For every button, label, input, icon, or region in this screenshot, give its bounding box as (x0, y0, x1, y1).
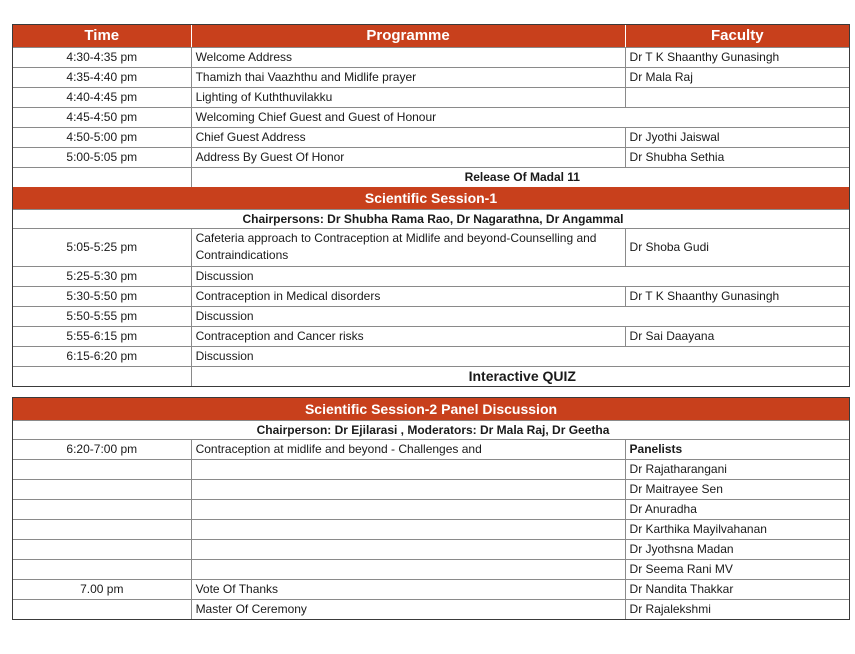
header-faculty: Faculty (625, 25, 849, 47)
programme-cell: Contraception and Cancer risks (191, 327, 625, 346)
programme-cell: Discussion (191, 267, 849, 286)
release-row (13, 167, 849, 187)
table-row (13, 228, 849, 266)
programme-cell: Discussion (191, 307, 849, 326)
programme-cell: Vote Of Thanks (191, 580, 625, 599)
time-cell: 4:50-5:00 pm (66, 130, 138, 144)
time-cell: 4:35-4:40 pm (66, 70, 138, 84)
time-cell: 6:15-6:20 pm (66, 349, 138, 363)
faculty-cell: Dr Shubha Sethia (625, 148, 849, 167)
panelist-row (13, 519, 849, 539)
empty-cell (13, 560, 191, 579)
empty-time-cell (13, 367, 191, 386)
panelist-name: Dr Jyothsna Madan (625, 540, 849, 559)
panelist-name: Dr Anuradha (625, 500, 849, 519)
empty-cell (191, 560, 625, 579)
header-programme: Programme (191, 25, 625, 47)
session-1-title: Scientific Session-1 (13, 187, 849, 209)
programme-table-1 (12, 24, 850, 387)
panelist-row (13, 539, 849, 559)
faculty-cell: Dr T K Shaanthy Gunasingh (625, 287, 849, 306)
time-cell: 5:30-5:50 pm (66, 289, 138, 303)
chairpersons-row (13, 209, 849, 228)
programme-cell: Welcome Address (191, 48, 625, 67)
time-cell: 4:45-4:50 pm (66, 110, 138, 124)
chair-row (13, 420, 849, 439)
empty-cell (191, 460, 625, 479)
programme-cell: Welcoming Chief Guest and Guest of Honour (191, 108, 849, 127)
faculty-cell (625, 88, 849, 107)
empty-cell (191, 540, 625, 559)
faculty-cell: Dr Jyothi Jaiswal (625, 128, 849, 147)
time-cell: 5:05-5:25 pm (66, 240, 138, 254)
faculty-cell: Dr T K Shaanthy Gunasingh (625, 48, 849, 67)
empty-time-cell (13, 168, 191, 187)
panelist-row (13, 479, 849, 499)
programme-cell: Address By Guest Of Honor (191, 148, 625, 167)
table-row (13, 147, 849, 167)
table-row (13, 326, 849, 346)
faculty-cell: Dr Sai Daayana (625, 327, 849, 346)
table-row (13, 306, 849, 326)
table-row (13, 87, 849, 107)
header-row (13, 25, 849, 47)
faculty-cell: Dr Nandita Thakkar (625, 580, 849, 599)
topic-cell: Contraception at midlife and beyond - Challenges and (191, 440, 625, 459)
programme-cell: Thamizh thai Vaazhthu and Midlife prayer (191, 68, 625, 87)
chairpersons-text: Chairpersons: Dr Shubha Rama Rao, Dr Nagarathna, Dr Angammal (242, 212, 624, 226)
quiz-row (13, 366, 849, 386)
time-cell: 5:00-5:05 pm (66, 150, 138, 164)
panelist-name: Dr Seema Rani MV (625, 560, 849, 579)
table-row (13, 579, 849, 599)
empty-cell (13, 480, 191, 499)
time-cell: 7.00 pm (80, 582, 124, 596)
chair-text: Chairperson: Dr Ejilarasi , Moderators: Dr Mala Raj, Dr Geetha (256, 423, 610, 437)
table-row (13, 346, 849, 366)
empty-cell (13, 520, 191, 539)
session-2-title: Scientific Session-2 Panel Discussion (13, 398, 849, 420)
programme-table-2 (12, 397, 850, 620)
time-cell (13, 600, 191, 619)
panelist-row (13, 459, 849, 479)
panelist-row (13, 559, 849, 579)
empty-cell (13, 540, 191, 559)
table-row (13, 599, 849, 619)
programme-cell: Discussion (191, 347, 849, 366)
panelist-name: Dr Maitrayee Sen (625, 480, 849, 499)
table-row (13, 47, 849, 67)
time-cell: 5:55-6:15 pm (66, 329, 138, 343)
faculty-cell: Dr Rajalekshmi (625, 600, 849, 619)
time-cell: 4:30-4:35 pm (66, 50, 138, 64)
time-cell: 5:50-5:55 pm (66, 309, 138, 323)
table-row (13, 107, 849, 127)
table-row (13, 439, 849, 459)
release-text: Release Of Madal 11 (191, 168, 849, 187)
quiz-text: Interactive QUIZ (191, 367, 849, 386)
table-row (13, 67, 849, 87)
time-cell: 5:25-5:30 pm (66, 269, 138, 283)
table-row (13, 266, 849, 286)
programme-cell: Contraception in Medical disorders (191, 287, 625, 306)
panelist-row (13, 499, 849, 519)
empty-cell (13, 460, 191, 479)
empty-cell (13, 500, 191, 519)
panelist-name: Dr Karthika Mayilvahanan (625, 520, 849, 539)
time-cell: 4:40-4:45 pm (66, 90, 138, 104)
programme-cell: Master Of Ceremony (191, 600, 625, 619)
table-row (13, 127, 849, 147)
empty-cell (191, 480, 625, 499)
programme-cell: Cafeteria approach to Contraception at Midlife and beyond-Counselling and Contraindications (191, 229, 625, 266)
time-cell: 6:20-7:00 pm (66, 442, 138, 456)
faculty-cell: Dr Mala Raj (625, 68, 849, 87)
programme-cell: Lighting of Kuththuvilakku (191, 88, 625, 107)
programme-cell: Chief Guest Address (191, 128, 625, 147)
table-row (13, 286, 849, 306)
panelists-label: Panelists (625, 440, 849, 459)
panelist-name: Dr Rajatharangani (625, 460, 849, 479)
faculty-cell: Dr Shoba Gudi (625, 229, 849, 266)
empty-cell (191, 500, 625, 519)
header-time: Time (84, 27, 120, 44)
empty-cell (191, 520, 625, 539)
